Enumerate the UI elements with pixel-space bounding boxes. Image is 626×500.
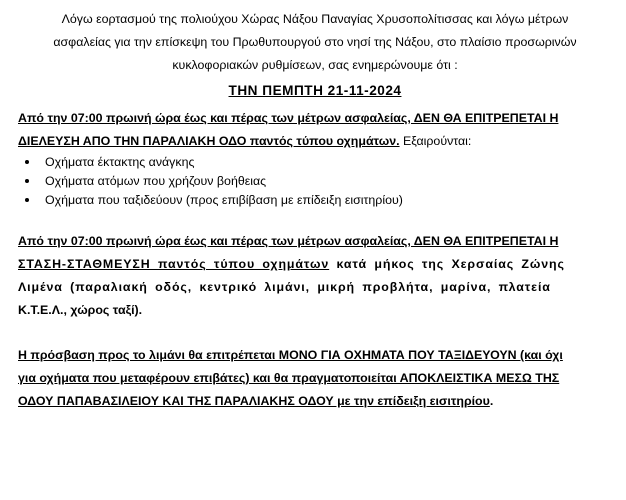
section-2-line-2-rest: κατά μήκος της Χερσαίας Ζώνης — [329, 257, 565, 271]
section-1-line-1: Από την 07:00 πρωινή ώρα έως και πέρας των μέτρων ασφαλείας, ΔΕΝ ΘΑ ΕΠΙΤΡΕΠΕΤΑΙ Η — [18, 111, 559, 125]
section-3-end: . — [489, 394, 494, 408]
bullet-icon — [25, 160, 29, 164]
exceptions-list — [18, 153, 612, 210]
section-2-paragraph — [18, 230, 612, 322]
section-3-line-2: για οχήματα που μεταφέρουν επιβάτες) και θα πραγματοποιείται ΑΠΟΚΛΕΙΣΤΙΚΑ ΜΕΣΩ ΤΗΣ — [18, 371, 560, 385]
section-2-line-2-underlined: ΣΤΑΣΗ-ΣΤΑΘΜΕΥΣΗ παντός τύπου οχημάτων — [18, 257, 330, 271]
section-1-line-2-rest: Εξαιρούνται: — [399, 134, 472, 148]
section-3-line-1: Η πρόσβαση προς το λιμάνι θα επιτρέπεται ΜΟΝΟ ΓΙΑ ΟΧΗΜΑΤΑ ΠΟΥ ΤΑΞΙΔΕΥΟΥΝ (και όχι — [18, 348, 563, 362]
section-2-line-4: Κ.Τ.Ε.Λ., χώρος ταξί). — [18, 303, 143, 317]
list-item: Οχήματα ατόμων που χρήζουν βοήθειας — [33, 172, 612, 191]
section-2-line-1: Από την 07:00 πρωινή ώρα έως και πέρας των μέτρων ασφαλείας, ΔΕΝ ΘΑ ΕΠΙΤΡΕΠΕΤΑΙ Η — [18, 234, 559, 248]
intro-line-3: κυκλοφοριακών ρυθμίσεων, σας ενημερώνουμε ότι : — [172, 58, 458, 72]
section-3-paragraph — [18, 344, 612, 413]
intro-line-1: Λόγω εορτασμού της πολιούχου Χώρας Νάξου Παναγίας Χρυσοπολίτισσας και λόγω μέτρων — [61, 12, 569, 26]
section-1-paragraph — [18, 107, 612, 153]
intro-paragraph — [18, 0, 612, 77]
spacer — [18, 322, 612, 344]
bullet-icon — [25, 198, 29, 202]
section-3-line-3: ΟΔΟΥ ΠΑΠΑΒΑΣΙΛΕΙΟΥ ΚΑΙ ΤΗΣ ΠΑΡΑΛΙΑΚΗΣ ΟΔΟΥ με την επίδειξη εισιτηρίου — [18, 394, 490, 408]
section-1-line-2-underlined: ΔΙΕΛΕΥΣΗ ΑΠΟ ΤΗΝ ΠΑΡΑΛΙΑΚΗ ΟΔΟ παντός τύπου οχημάτων. — [18, 134, 400, 148]
list-item: Οχήματα έκτακτης ανάγκης — [33, 153, 612, 172]
section-2-line-3: Λιμένα (παραλιακή οδός, κεντρικό λιμάνι, μικρή προβλήτα, μαρίνα, πλατεία — [18, 280, 551, 294]
bullet-icon — [25, 179, 29, 183]
spacer — [18, 210, 612, 230]
date-heading: ΤΗΝ ΠΕΜΠΤΗ 21-11-2024 — [228, 83, 402, 98]
intro-line-2: ασφαλείας για την επίσκεψη του Πρωθυπουργού στο νησί της Νάξου, στο πλαίσιο προσωρινών — [53, 35, 577, 49]
list-item: Οχήματα που ταξιδεύουν (προς επιβίβαση με επίδειξη εισιτηρίου) — [33, 191, 612, 210]
